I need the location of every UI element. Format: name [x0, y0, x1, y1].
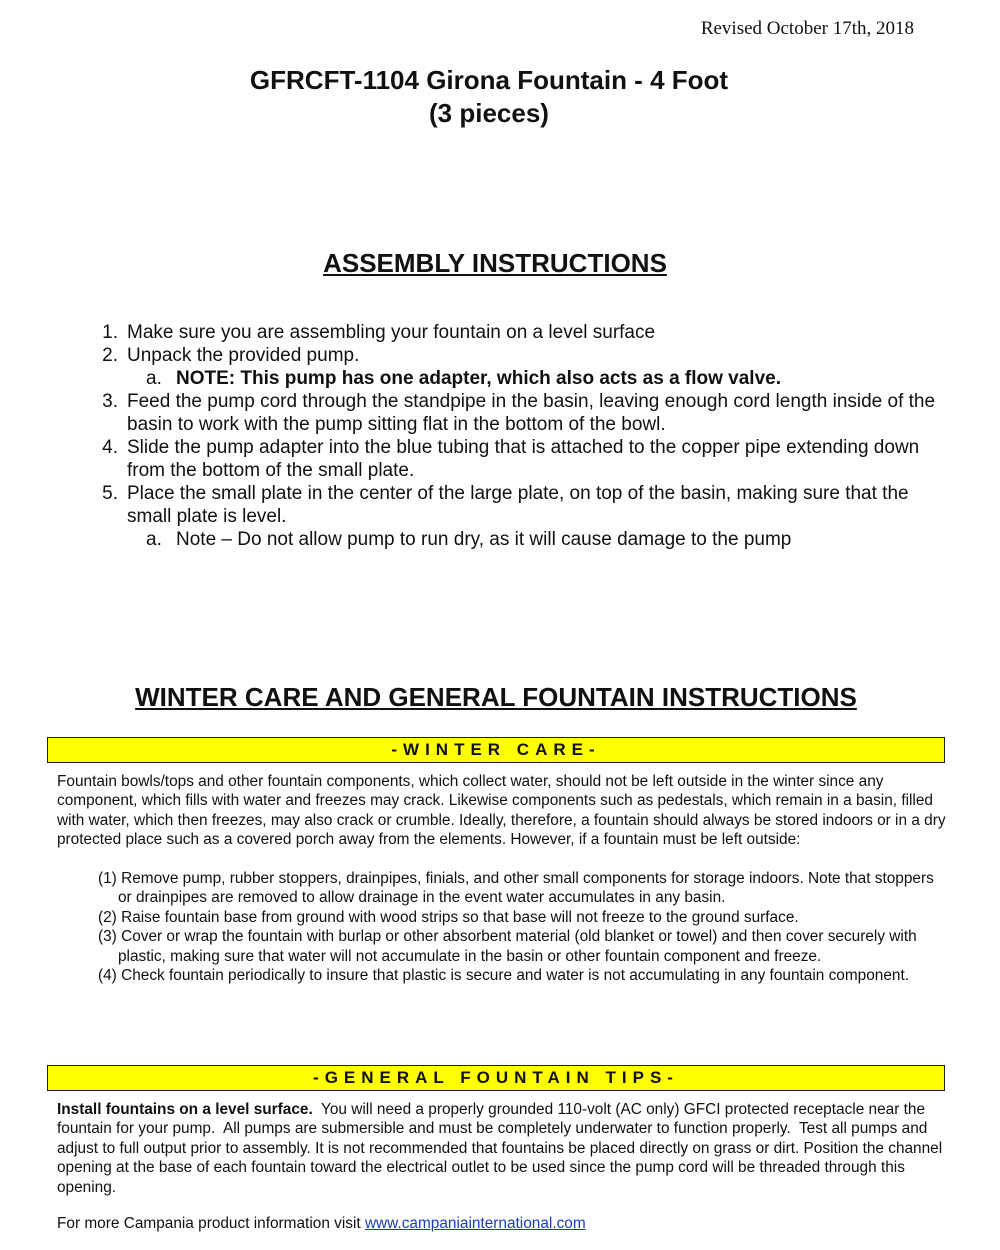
- substep-text: Note – Do not allow pump to run dry, as it will cause damage to the pump: [176, 529, 792, 550]
- list-item: [78, 528, 938, 551]
- document-title: [0, 64, 978, 130]
- list-item: (3) Cover or wrap the fountain with burlap or other absorbent material (old blanket or towel) and then cover securely with plastic, making sure that water will not accumulate in the basin or other fountain component and freeze.: [98, 928, 917, 965]
- title-line-2: (3 pieces): [429, 98, 549, 128]
- list-item: [78, 344, 938, 367]
- step-text: Unpack the provided pump.: [127, 345, 360, 366]
- revision-date: Revised October 17th, 2018: [700, 18, 914, 39]
- step-number: 3.: [102, 391, 118, 412]
- winter-steps: [98, 869, 943, 985]
- step-number: 5.: [102, 483, 118, 504]
- list-item: [78, 321, 938, 344]
- list-item: (4) Check fountain periodically to insure that plastic is secure and water is not accumulating in any fountain component.: [98, 967, 910, 985]
- list-item: [78, 436, 938, 482]
- tips-body: You will need a properly grounded 110-volt (AC only) GFCI protected receptacle near the fountain for your pump. All pumps are submersible and must be completely underwater to function properly. Test all pumps and adjust to full output prior to assembly. It is not recommended that fountains be placed directly on grass or dirt. Position the channel opening at the base of each fountain toward the electrical outlet to be used since the pump cord will be threaded through this opening.: [57, 1101, 947, 1196]
- list-item: [78, 482, 938, 528]
- step-text: Feed the pump cord through the standpipe in the basin, leaving enough cord length inside of the basin to work with the pump sitting flat in the bottom of the bowl.: [127, 391, 936, 435]
- winter-care-heading: WINTER CARE AND GENERAL FOUNTAIN INSTRUCTIONS: [135, 682, 857, 712]
- assembly-heading: ASSEMBLY INSTRUCTIONS: [323, 248, 667, 278]
- substep-text: NOTE: This pump has one adapter, which also acts as a flow valve.: [176, 368, 782, 389]
- list-item: [78, 367, 938, 390]
- step-text: Place the small plate in the center of the large plate, on top of the basin, making sure that the small plate is level.: [127, 483, 909, 527]
- title-line-1: GFRCFT-1104 Girona Fountain - 4 Foot: [249, 65, 729, 95]
- list-item: (2) Raise fountain base from ground with wood strips so that base will not freeze to the ground surface.: [98, 908, 799, 926]
- footer-text: For more Campania product information visit: [57, 1215, 365, 1232]
- step-text: Slide the pump adapter into the blue tubing that is attached to the copper pipe extending down from the bottom of the small plate.: [127, 437, 920, 481]
- list-item: (1) Remove pump, rubber stoppers, drainpipes, finials, and other small components for storage indoors. Note that stoppers or drainpipes are removed to allow drainage in the event water accumulates in any basin.: [98, 870, 934, 907]
- substep-letter: a.: [146, 368, 162, 389]
- assembly-steps: [78, 321, 938, 551]
- footer: [57, 1215, 586, 1233]
- general-tips-text: [57, 1100, 947, 1197]
- substep-letter: a.: [146, 529, 162, 550]
- winter-intro: Fountain bowls/tops and other fountain components, which collect water, should not be left outside in the winter since any component, which fills with water and freezes may crack. Likewise components such as pedestals, which remain in a basin, filled with water, which then freezes, may also crack or crumble. Ideally, therefore, a fountain should always be stored indoors or in a dry protected place such as a covered porch away from the elements. However, if a fountain must be left outside:: [57, 773, 946, 849]
- list-item: [78, 390, 938, 436]
- step-number: 1.: [102, 322, 118, 343]
- general-tips-bar: -GENERAL FOUNTAIN TIPS-: [47, 1065, 945, 1091]
- winter-care-bar: -WINTER CARE-: [47, 737, 945, 763]
- tips-lead: Install fountains on a level surface.: [57, 1101, 313, 1118]
- step-text: Make sure you are assembling your fountain on a level surface: [127, 322, 656, 343]
- step-number: 4.: [102, 437, 118, 458]
- step-number: 2.: [102, 345, 118, 366]
- website-link[interactable]: www.campaniainternational.com: [364, 1215, 586, 1232]
